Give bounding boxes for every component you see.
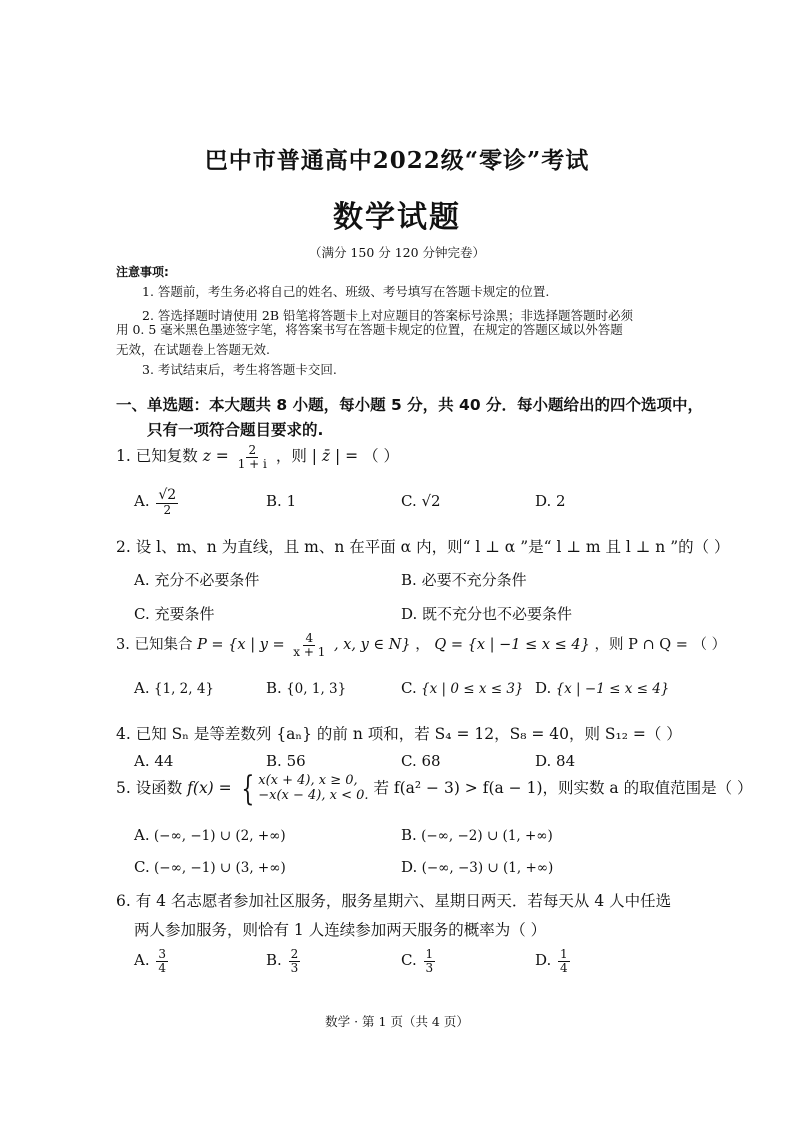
q2-option-a: [134, 569, 259, 590]
q2-option-b-text: 必要不充分条件: [421, 571, 527, 589]
q6-option-a-fraction: [156, 948, 168, 974]
q4-option-a: [134, 752, 173, 770]
q4-option-b: [266, 752, 306, 770]
question-5: [116, 769, 753, 809]
q1-option-b-text: 1: [286, 492, 297, 510]
notice-item-2-cont: 用 0. 5 毫米黑色墨迹签字笔，将答案书写在答题卡规定的位置，在规定的答题区域以外答题: [116, 322, 623, 337]
q3-option-a-label: A.: [134, 679, 150, 697]
q6-option-b-num: 2: [290, 947, 299, 961]
q6-option-a-num: 3: [158, 947, 167, 961]
q3-mid: ，: [415, 637, 430, 654]
q3-set-p: P = {x | y =: [197, 637, 285, 654]
q2-option-c-label: C.: [134, 605, 150, 623]
q3-fraction: [291, 632, 327, 658]
q4-option-a-label: A.: [134, 752, 150, 770]
q5-case-1: x(x + 4), x ≥ 0,: [258, 773, 358, 789]
q3-post: ，则 P ∩ Q =: [594, 637, 688, 654]
q6-option-d-label: D.: [535, 951, 552, 970]
q4-option-b-label: B.: [266, 752, 282, 770]
q5-fx: f(x) =: [187, 779, 232, 797]
exam-subtitle: 数学试题: [333, 200, 461, 235]
q1-pre: 已知复数: [135, 447, 198, 466]
q5-brace-icon: {: [240, 769, 254, 809]
q1-option-d-label: D.: [535, 492, 552, 510]
q2-option-d-text: 既不充分也不必要条件: [422, 605, 573, 623]
q1-frac-num: 2: [248, 443, 257, 457]
q1-frac-den: 1 + i: [237, 456, 267, 471]
q3-option-a-text: {1, 2, 4}: [153, 681, 215, 697]
q5-option-c: [134, 858, 286, 876]
q1-option-c: [401, 492, 441, 510]
q3-option-b-text: {0, 1, 3}: [286, 681, 347, 697]
q6-option-b-fraction: [289, 948, 301, 974]
q5-option-b-text: (−∞, −2) ∪ (1, +∞): [421, 828, 553, 844]
q3-frac-den: x + 1: [293, 644, 326, 659]
q3-option-c-text: {x | 0 ≤ x ≤ 3}: [421, 681, 524, 697]
q3-option-a: [134, 679, 214, 697]
q1-option-a-label: A.: [134, 492, 150, 511]
score-note: （满分 150 分 120 分钟完卷）: [308, 245, 486, 260]
notice-item-2: 2. 答选择题时请使用 2B 铅笔将答题卡上对应题目的答案标号涂黑；非选择题答题时必须: [142, 308, 633, 323]
exam-title: 巴中市普通高中2022级“零诊”考试: [204, 147, 590, 174]
q5-option-c-text: (−∞, −1) ∪ (3, +∞): [154, 860, 286, 876]
q1-paren: （ ）: [363, 447, 400, 466]
q4-option-c-label: C.: [401, 752, 417, 770]
q3-set-q: Q = {x | −1 ≤ x ≤ 4}: [434, 637, 590, 654]
q1-option-c-label: C.: [401, 492, 417, 510]
q4-option-c-text: 68: [421, 752, 441, 770]
question-2: 2. 设 l、m、n 为直线，且 m、n 在平面 α 内，则“ l ⊥ α ”是“ l ⊥ m 且 l ⊥ n ”的（ ）: [116, 538, 730, 556]
q6-option-d-num: 1: [560, 947, 568, 961]
q1-option-b: [266, 492, 296, 510]
q1-option-b-label: B.: [266, 492, 282, 510]
q3-option-b: [266, 679, 346, 697]
q1-option-a-num: √2: [158, 487, 177, 503]
notice-heading: 注意事项:: [116, 265, 169, 279]
q5-option-d-text: (−∞, −3) ∪ (1, +∞): [421, 860, 554, 876]
q3-option-c-label: C.: [401, 679, 417, 697]
q4-option-d: [535, 752, 575, 770]
q1-option-d-text: 2: [556, 492, 566, 510]
q5-option-d: [401, 858, 553, 876]
q5-option-a-label: A.: [134, 826, 150, 844]
q5-option-b-label: B.: [401, 826, 417, 844]
q5-option-c-label: C.: [134, 858, 150, 876]
q3-set-p-post: , x, y ∈ N}: [333, 637, 411, 654]
q5-pre: 5. 设函数: [116, 779, 183, 797]
q1-option-a: [134, 488, 180, 516]
q2-option-c-text: 充要条件: [154, 605, 215, 623]
q6-option-c: [401, 948, 437, 974]
q2-option-a-label: A.: [134, 571, 150, 589]
question-6-line1: 6. 有 4 名志愿者参加社区服务，服务星期六、星期日两天．若每天从 4 人中任选: [116, 892, 672, 910]
q6-option-d-fraction: [558, 948, 570, 974]
q6-option-a-label: A.: [134, 951, 150, 970]
q3-pre: 3. 已知集合: [116, 637, 193, 654]
q2-option-b: [401, 569, 527, 590]
q1-abs: | z̄ | =: [311, 447, 359, 466]
q1-fraction: [236, 444, 269, 470]
q1-option-a-fraction: [156, 488, 178, 516]
q6-option-d: [535, 948, 572, 974]
q5-option-a: [134, 826, 286, 844]
q1-post: ，则: [275, 447, 307, 466]
q3-option-d: [535, 679, 669, 697]
page-footer: 数学 · 第 1 页（共 4 页）: [325, 1014, 469, 1029]
question-6-line2: 两人参加服务，则恰有 1 人连续参加两天服务的概率为（ ）: [134, 921, 547, 939]
q1-option-c-text: √2: [421, 492, 441, 510]
notice-item-3: 3. 考试结束后，考生将答题卡交回.: [142, 362, 337, 377]
q5-option-d-label: D.: [401, 858, 418, 876]
q5-case-2: −x(x − 4), x < 0.: [258, 788, 369, 803]
q4-option-b-text: 56: [286, 752, 306, 770]
q6-option-c-fraction: [424, 948, 436, 974]
q5-option-a-text: (−∞, −1) ∪ (2, +∞): [153, 828, 286, 844]
q3-option-c: [401, 679, 524, 697]
q3-option-d-text: {x | −1 ≤ x ≤ 4}: [555, 681, 670, 697]
q6-option-c-den: 3: [425, 960, 434, 975]
q2-option-b-label: B.: [401, 571, 417, 589]
section-heading-line1: 一、单选题：本大题共 8 小题，每小题 5 分，共 40 分．每小题给出的四个选项中，: [116, 396, 704, 414]
q6-option-b: [266, 948, 302, 974]
notice-item-2-cont2: 无效，在试题卷上答题无效.: [116, 342, 270, 357]
q3-option-d-label: D.: [535, 679, 552, 697]
q6-option-a: [134, 948, 170, 974]
q1-z-eq: z =: [202, 447, 229, 466]
q1-option-a-den: 2: [163, 502, 172, 517]
q1-number: 1.: [116, 447, 131, 466]
q5-piecewise: [237, 769, 369, 809]
q4-option-c: [401, 752, 441, 770]
q6-option-a-den: 4: [158, 960, 167, 975]
q6-option-c-label: C.: [401, 951, 417, 970]
q5-post: 若 f(a² − 3) > f(a − 1)，则实数 a 的取值范围是（ ）: [373, 779, 753, 797]
q6-option-c-num: 1: [425, 947, 434, 961]
q4-option-a-text: 44: [154, 752, 174, 770]
q2-option-c: [134, 603, 215, 624]
q4-option-d-label: D.: [535, 752, 552, 770]
q3-frac-num: 4: [305, 631, 314, 645]
q2-option-d-label: D.: [401, 605, 418, 623]
q5-option-b: [401, 826, 553, 844]
q2-option-d: [401, 603, 572, 624]
q6-option-b-label: B.: [266, 951, 282, 970]
q3-paren: （ ）: [692, 637, 727, 654]
q4-option-d-text: 84: [556, 752, 576, 770]
question-3: [116, 632, 726, 658]
question-4: 4. 已知 Sₙ 是等差数列 {aₙ} 的前 n 项和，若 S₄ = 12，S₈ = 40，则 S₁₂ =（ ）: [116, 725, 682, 743]
question-1: [116, 444, 399, 470]
q3-option-b-label: B.: [266, 679, 282, 697]
notice-item-1: 1. 答题前，考生务必将自己的姓名、班级、考号填写在答题卡规定的位置.: [142, 284, 550, 299]
section-heading-line2: 只有一项符合题目要求的.: [147, 421, 324, 439]
q1-option-d: [535, 492, 566, 510]
q6-option-d-den: 4: [560, 960, 568, 975]
q2-option-a-text: 充分不必要条件: [154, 571, 260, 589]
q6-option-b-den: 3: [290, 960, 299, 975]
